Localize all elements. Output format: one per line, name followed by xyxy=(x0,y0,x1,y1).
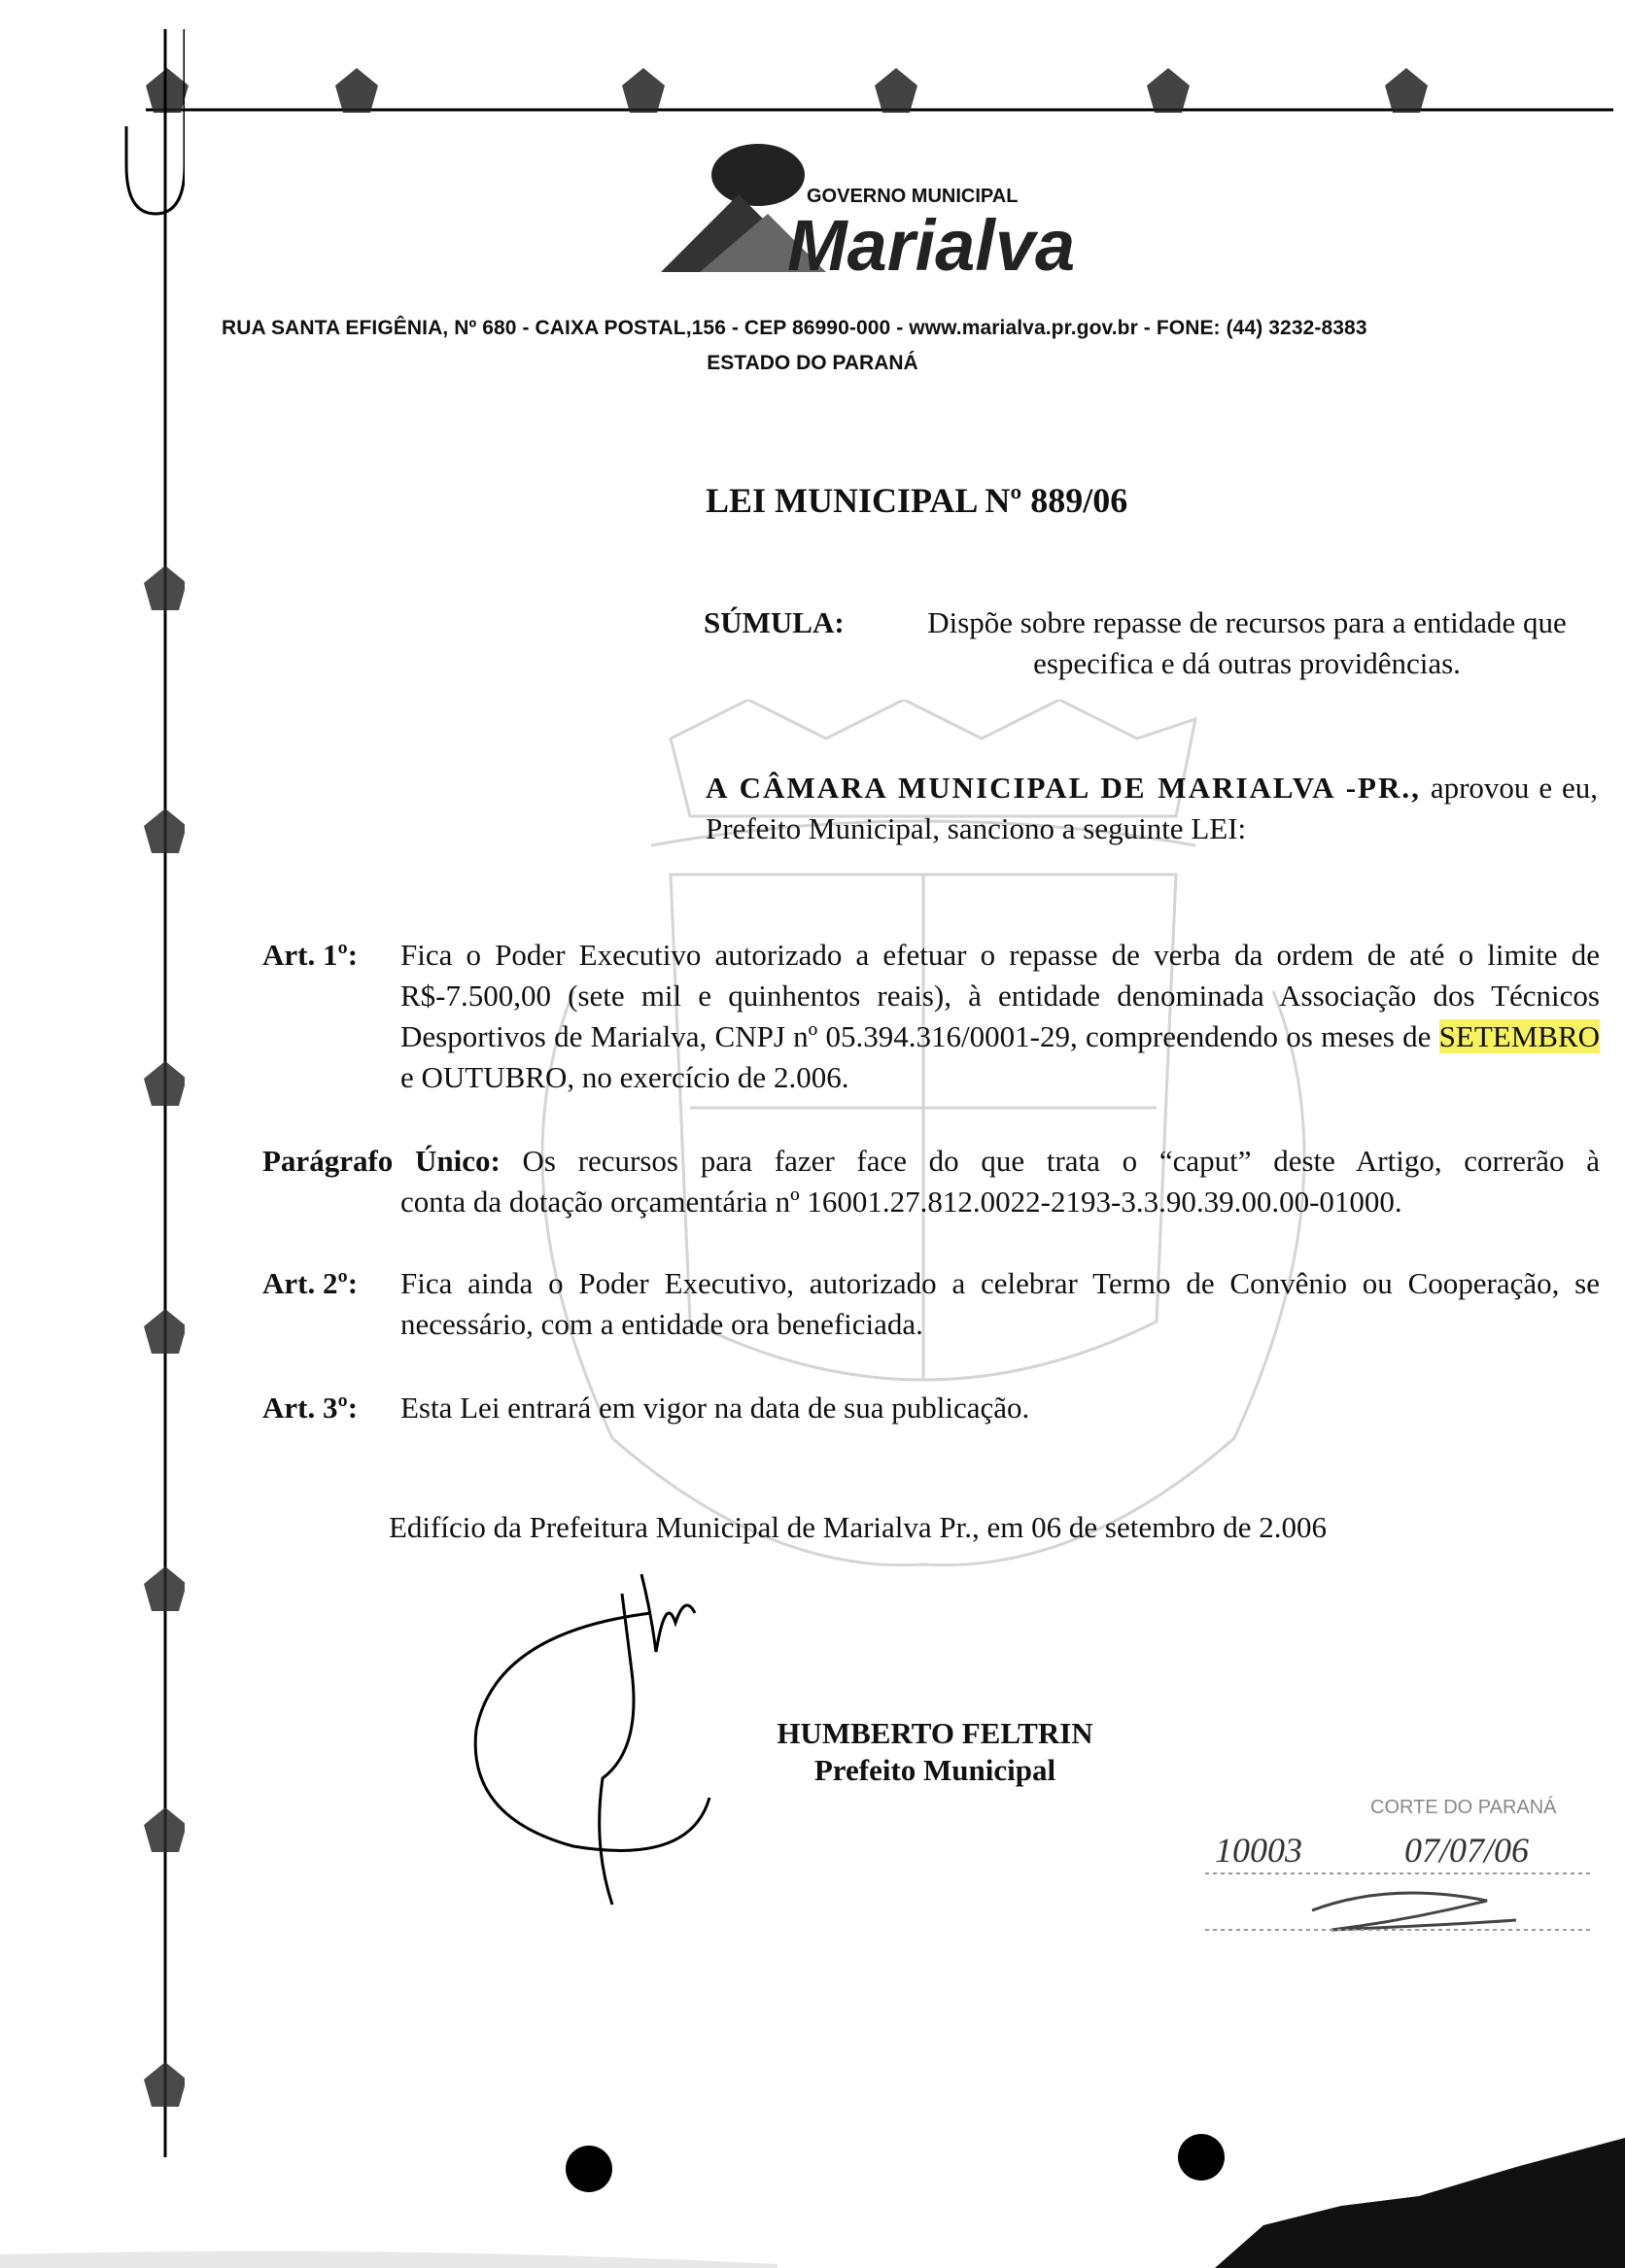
enactment-clause xyxy=(706,768,1598,849)
article-2 xyxy=(262,1263,1600,1345)
torn-page-edge xyxy=(0,2118,1625,2268)
stamp-date: 07/07/06 xyxy=(1404,1831,1530,1870)
paragrafo-unico-text: Os recursos para fazer face do que trata o “caput” deste Artigo, correrão à xyxy=(522,1144,1601,1178)
signatory-role xyxy=(0,1753,1625,1788)
place-and-date: Edifício da Prefeitura Municipal de Marialva Pr., em 06 de setembro de 2.006 xyxy=(389,1510,1328,1544)
header-address: RUA SANTA EFIGÊNIA, Nº 680 - CAIXA POSTAL,156 - CEP 86990-000 - www.marialva.pr.gov.br - FONE: (44) 3232-8383 xyxy=(222,317,1367,339)
article-1-text-part1: Fica o Poder Executivo autorizado a efetuar o repasse de verba da ordem de até o limite de R$-7.500,00 (sete mil e quinhentos reais), à entidade denominada Associação dos Técnicos Desportivos de Marialva, CNPJ nº 05.394.316/0001-29, compreendendo os meses de xyxy=(400,938,1600,1053)
article-3-text: Esta Lei entrará em vigor na data de sua publicação. xyxy=(400,1391,1030,1425)
stamp-header: CORTE DO PARANÁ xyxy=(1370,1797,1557,1818)
article-1-label: Art. 1º: xyxy=(262,938,359,972)
paragrafo-unico-first-line xyxy=(262,1141,1600,1182)
marialva-logo xyxy=(622,136,1205,292)
enactment-lei: LEI: xyxy=(1191,811,1247,845)
article-1-text-part2: e OUTUBRO, no exercício de 2.006. xyxy=(400,1060,849,1094)
paragrafo-unico-label: Parágrafo Único: xyxy=(262,1144,501,1178)
law-title: LEI MUNICIPAL Nº 889/06 xyxy=(706,481,1128,520)
header-state: ESTADO DO PARANÁ xyxy=(707,352,918,374)
sumula-text: Dispõe sobre repasse de recursos para a entidade que especifica e dá outras providências. xyxy=(927,605,1567,680)
article-3 xyxy=(262,1388,1600,1428)
decorative-left-border xyxy=(97,19,185,2196)
highlighted-month: SETEMBRO xyxy=(1438,1019,1601,1053)
signatory-name-text: HUMBERTO FELTRIN xyxy=(777,1716,1093,1750)
signatory-name xyxy=(0,1716,1625,1751)
article-1-text xyxy=(400,935,1600,1098)
enactment-rest: aprovou e eu, Prefeito Municipal, sanciono a seguinte xyxy=(706,771,1598,845)
paragrafo-unico xyxy=(262,1141,1600,1222)
article-2-text: Fica ainda o Poder Executivo, autorizado a celebrar Termo de Convênio ou Cooperação, se necessário, com a entidade ora beneficiada. xyxy=(400,1266,1600,1341)
decorative-top-border xyxy=(0,56,1625,144)
signatory-role-text: Prefeito Municipal xyxy=(813,1753,1056,1787)
svg-text:Marialva: Marialva xyxy=(787,205,1076,286)
article-1 xyxy=(262,935,1600,1098)
paragrafo-unico-second-line: conta da dotação orçamentária nº 16001.27.812.0022-2193-3.3.90.39.00.00-01000. xyxy=(400,1185,1402,1219)
svg-text:GOVERNO MUNICIPAL: GOVERNO MUNICIPAL xyxy=(807,186,1019,207)
enactment-caps: A CÂMARA MUNICIPAL DE MARIALVA -PR., xyxy=(706,771,1421,805)
sumula-label: SÚMULA: xyxy=(704,605,845,639)
stamp-number: 10003 xyxy=(1215,1831,1302,1870)
article-2-label: Art. 2º: xyxy=(262,1266,359,1300)
article-3-label: Art. 3º: xyxy=(262,1391,359,1425)
receipt-stamp xyxy=(1195,1784,1604,1959)
